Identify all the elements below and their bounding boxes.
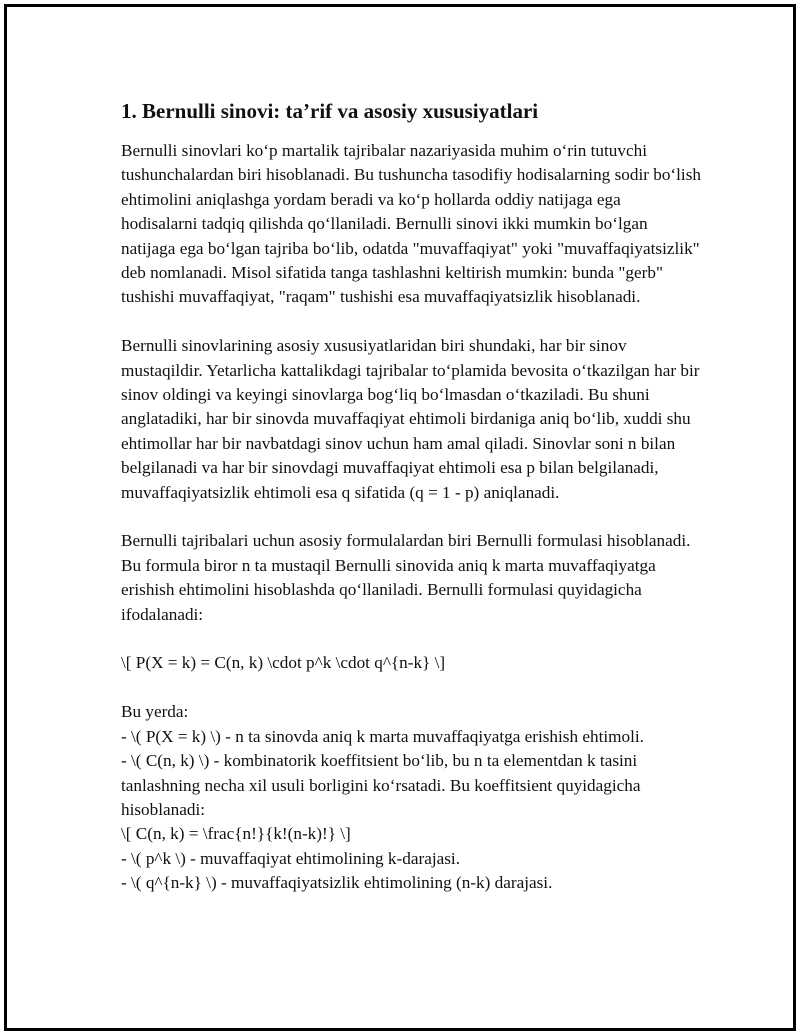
definition-item-probability: - \( P(X = k) \) - n ta sinovda aniq k marta muvaffaqiyatga erishish ehtimoli. bbox=[121, 726, 644, 746]
paragraph-gap bbox=[121, 310, 701, 334]
definition-item-combination: - \( C(n, k) \) - kombinatorik koeffitsient bo‘lib, bu n ta elementdan k tasini tanlashning necha xil usuli borligini ko‘rsatadi. Bu koeffitsient quyidagicha hisoblanadi: bbox=[121, 751, 641, 819]
definition-item-q-power: - \( q^{n-k} \) - muvaffaqiyatsizlik ehtimolining (n-k) darajasi. bbox=[121, 873, 553, 893]
binomial-coefficient-formula: \[ C(n, k) = \frac{n!}{k!(n-k)!} \] bbox=[121, 824, 351, 844]
where-label: Bu yerda: bbox=[121, 702, 189, 722]
paragraph-independence: Bernulli sinovlarining asosiy xususiyatlaridan biri shundaki, har bir sinov mustaqildir. Yetarlicha kattalikdagi tajribalar to‘plamida bevosita o‘tkazilgan har bir sinov oldingi va keyingi sinovlarga bog‘liq bo‘lmasdan o‘tkaziladi. Bu shuni anglatadiki, har bir sinovda muvaffaqiyat ehtimoli birdaniga aniq bo‘lib, xuddi shu ehtimollar har bir navbatdagi sinov uchun ham amal qiladi. Sinovlar soni n bilan belgilanadi va har bir sinovdagi muvaffaqiyat ehtimoli esa p bilan belgilanadi, muvaffaqiyatsizlik ehtimoli esa q sifatida (q = 1 - p) aniqlanadi. bbox=[121, 336, 700, 502]
paragraph-gap bbox=[121, 676, 701, 700]
definition-item-p-power: - \( p^k \) - muvaffaqiyat ehtimolining k-darajasi. bbox=[121, 848, 460, 868]
page-frame bbox=[4, 4, 796, 1031]
paragraph-formula-intro: Bernulli tajribalari uchun asosiy formulalardan biri Bernulli formulasi hisoblanadi. Bu formula biror n ta mustaqil Bernulli sinovida aniq k marta muvaffaqiyatga erishish ehtimolini hisoblashda qo‘llaniladi. Bernulli formulasi quyidagicha ifodalanadi: bbox=[121, 531, 691, 624]
bernoulli-formula: \[ P(X = k) = C(n, k) \cdot p^k \cdot q^{n-k} \] bbox=[121, 653, 446, 673]
document-body bbox=[121, 97, 701, 896]
paragraph-definition: Bernulli sinovlari ko‘p martalik tajribalar nazariyasida muhim o‘rin tutuvchi tushunchalardan biri hisoblanadi. Bu tushuncha tasodifiy hodisalarning sodir bo‘lish ehtimolini aniqlashga yordam beradi va ko‘p hollarda oddiy natijaga ega hodisalarni tadqiq qilishda qo‘llaniladi. Bernulli sinovi ikki mumkin bo‘lgan natijaga ega bo‘lgan tajriba bo‘lib, odatda "muvaffaqiyat" yoki "muvaffaqiyatsizlik" deb nomlanadi. Misol sifatida tanga tashlashni keltirish mumkin: bunda "gerb" tushishi muvaffaqiyat, "raqam" tushishi esa muvaffaqiyatsizlik hisoblanadi. bbox=[121, 141, 701, 307]
paragraph-gap bbox=[121, 627, 701, 651]
paragraph-gap bbox=[121, 505, 701, 529]
section-heading: 1. Bernulli sinovi: ta’rif va asosiy xususiyatlari bbox=[121, 99, 539, 123]
